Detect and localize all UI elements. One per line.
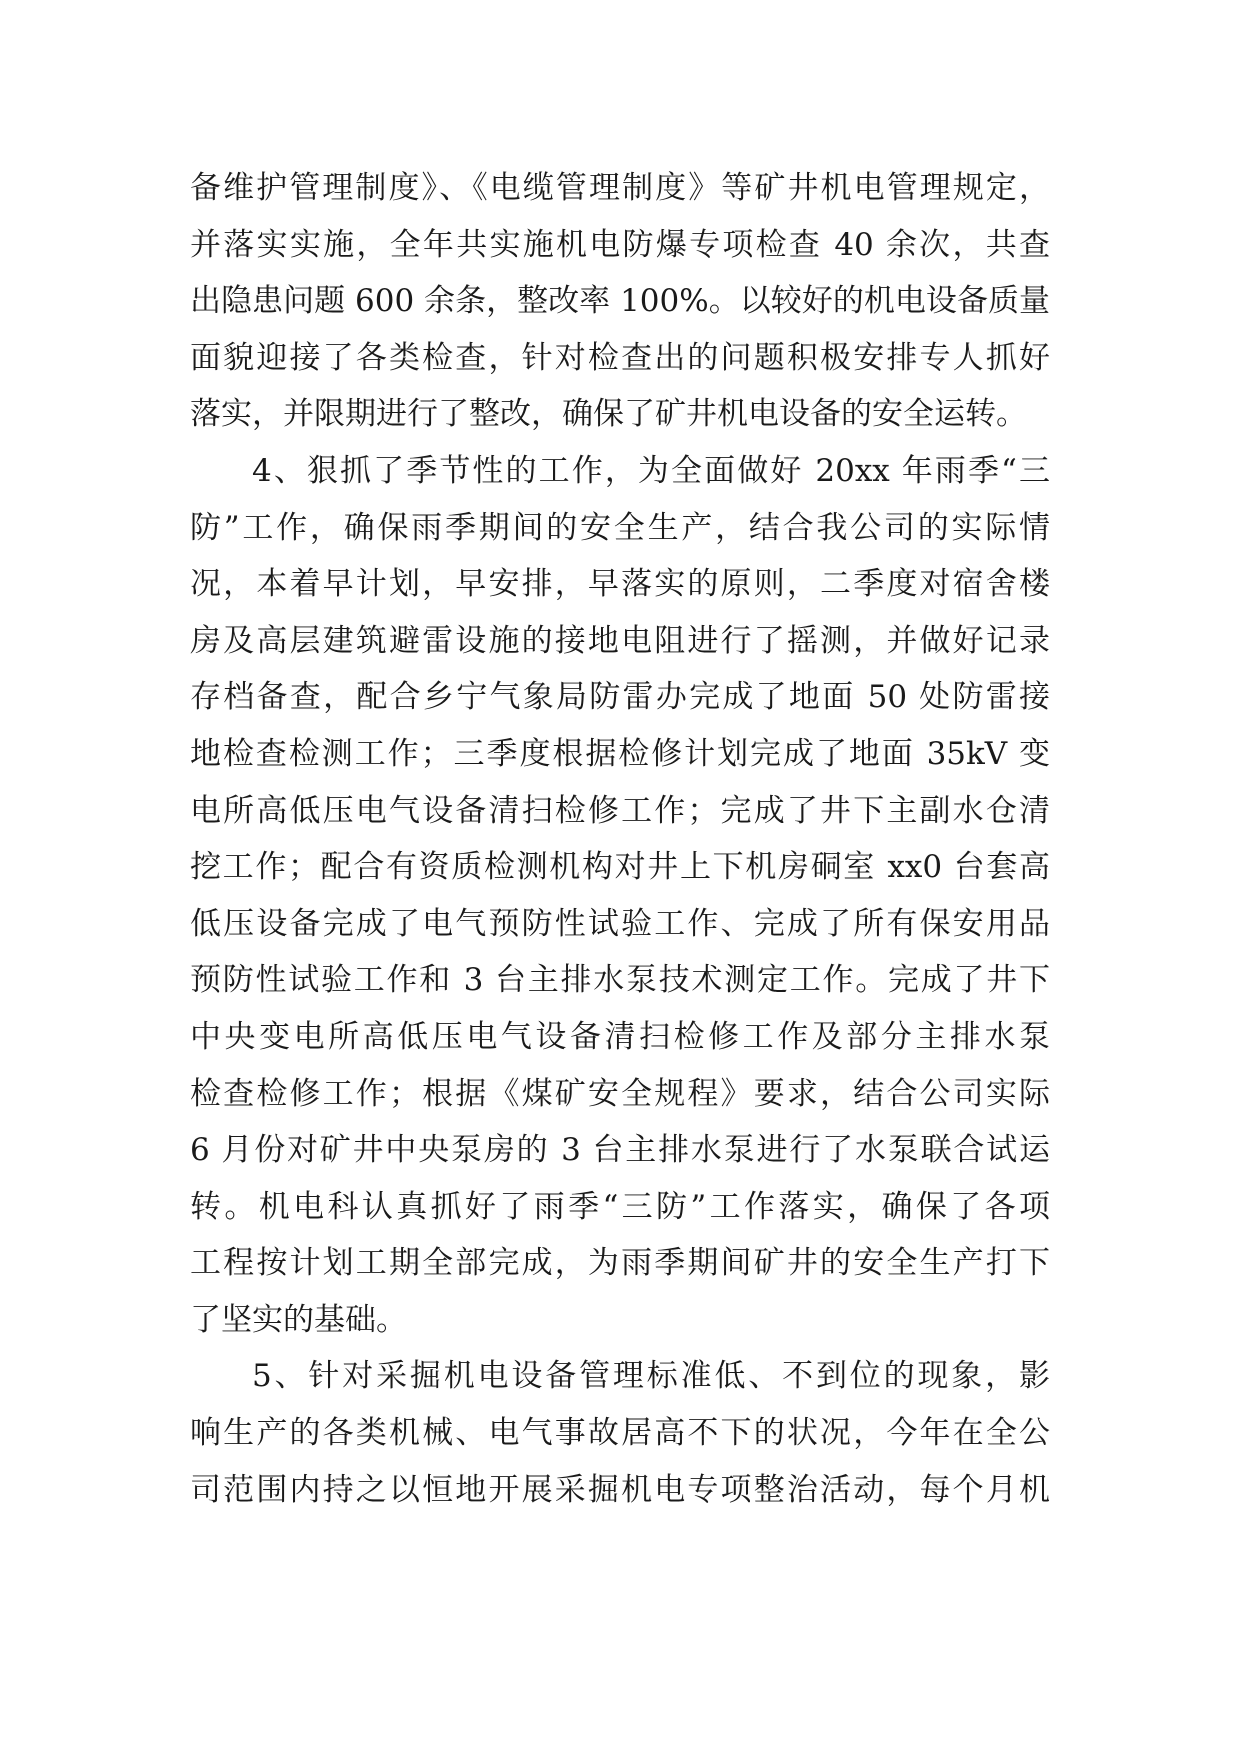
text-line: 并落实实施，全年共实施机电防爆专项检查 40 余次，共查 bbox=[190, 226, 1050, 263]
text-line: 存档备查，配合乡宁气象局防雷办完成了地面 50 处防雷接 bbox=[190, 679, 1050, 716]
text-line: 挖工作；配合有资质检测机构对井上下机房硐室 xx0 台套高 bbox=[190, 849, 1050, 886]
text-line: 4、狠抓了季节性的工作，为全面做好 20xx 年雨季“三 bbox=[252, 452, 1050, 489]
text-line: 况，本着早计划，早安排，早落实的原则，二季度对宿舍楼 bbox=[190, 566, 1050, 603]
text-line: 地检查检测工作；三季度根据检修计划完成了地面 35kV 变 bbox=[190, 735, 1050, 772]
text-line: 房及高层建筑避雷设施的接地电阻进行了摇测，并做好记录 bbox=[190, 622, 1050, 659]
text-line: 转。机电科认真抓好了雨季“三防”工作落实，确保了各项 bbox=[190, 1188, 1050, 1225]
text-line: 了坚实的基础。 bbox=[190, 1301, 407, 1338]
text-line: 电所高低压电气设备清扫检修工作；完成了井下主副水仓清 bbox=[190, 792, 1050, 829]
text-line: 面貌迎接了各类检查，针对检查出的问题积极安排专人抓好 bbox=[190, 339, 1050, 376]
text-line: 工程按计划工期全部完成，为雨季期间矿井的安全生产打下 bbox=[190, 1245, 1050, 1282]
text-line: 5、针对采掘机电设备管理标准低、不到位的现象，影 bbox=[252, 1358, 1050, 1395]
text-line: 落实，并限期进行了整改，确保了矿井机电设备的安全运转。 bbox=[190, 396, 1027, 433]
text-line: 6 月份对矿井中央泵房的 3 台主排水泵进行了水泵联合试运 bbox=[190, 1132, 1050, 1169]
text-line: 响生产的各类机械、电气事故居高不下的状况，今年在全公 bbox=[190, 1415, 1050, 1452]
text-line: 检查检修工作；根据《煤矿安全规程》要求，结合公司实际 bbox=[190, 1075, 1050, 1112]
text-line: 预防性试验工作和 3 台主排水泵技术测定工作。完成了井下 bbox=[190, 962, 1050, 999]
body-text bbox=[190, 160, 1050, 1518]
text-line: 防”工作，确保雨季期间的安全生产，结合我公司的实际情 bbox=[190, 509, 1050, 546]
text-line: 中央变电所高低压电气设备清扫检修工作及部分主排水泵 bbox=[190, 1018, 1050, 1055]
text-line: 出隐患问题 600 余条，整改率 100%。以较好的机电设备质量 bbox=[190, 283, 1050, 320]
text-line: 备维护管理制度》、《电缆管理制度》等矿井机电管理规定， bbox=[190, 170, 1050, 206]
text-line: 司范围内持之以恒地开展采掘机电专项整治活动，每个月机 bbox=[190, 1471, 1050, 1508]
text-line: 低压设备完成了电气预防性试验工作、完成了所有保安用品 bbox=[190, 905, 1050, 942]
